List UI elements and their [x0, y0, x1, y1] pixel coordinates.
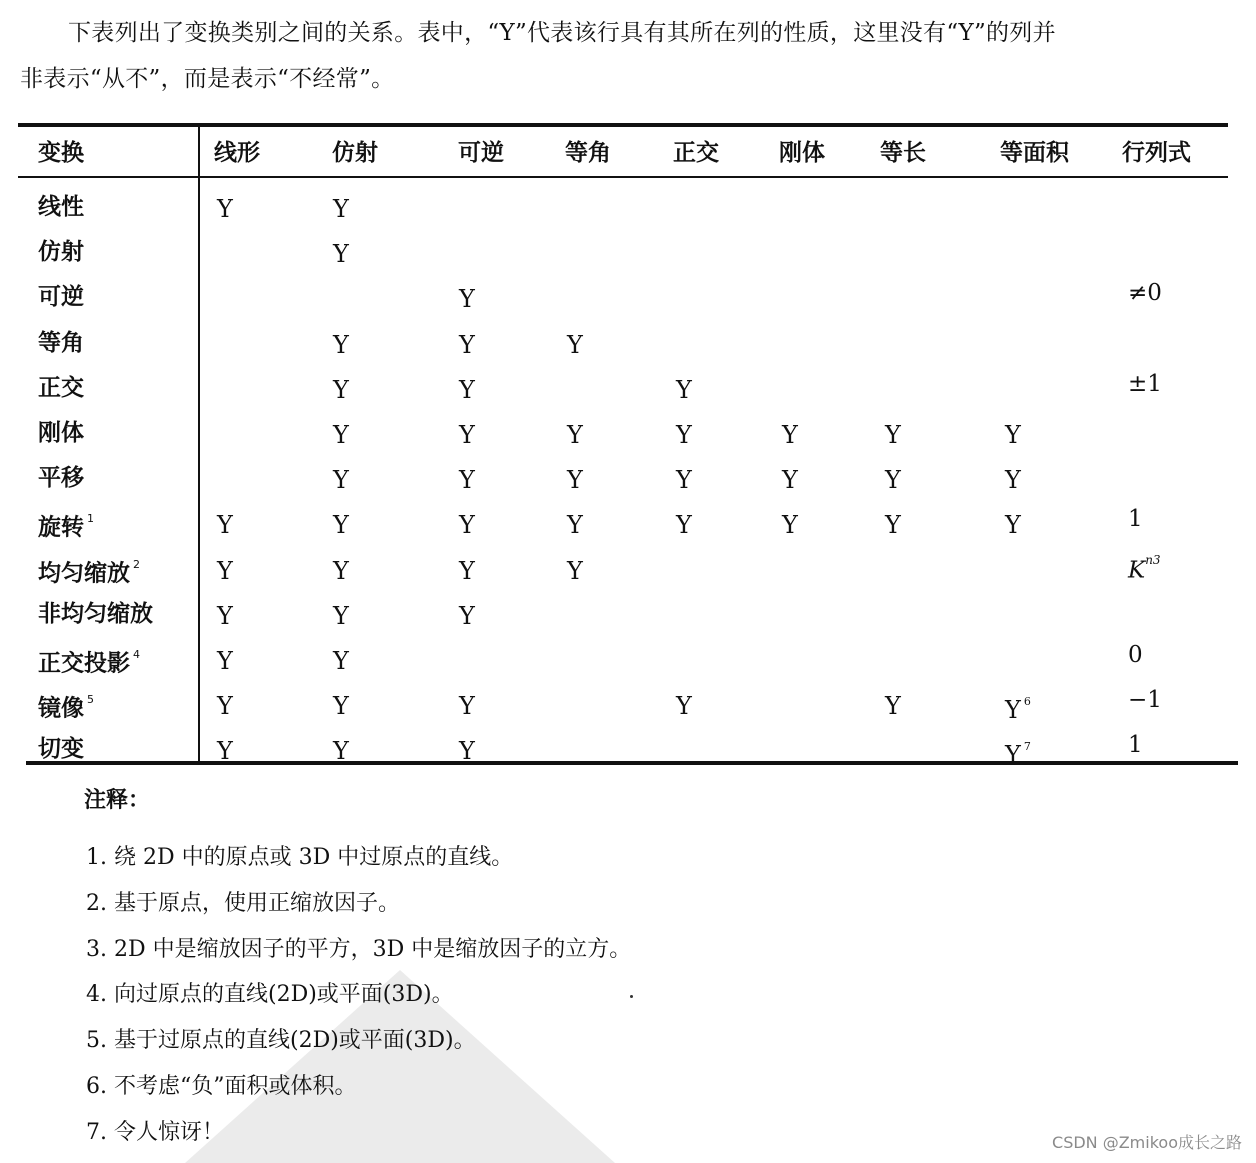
table-cell-y: [1005, 465, 1021, 495]
row-label-text: 仿射: [38, 239, 84, 265]
cell-value: Y: [333, 195, 349, 223]
cell-value: Y: [1005, 511, 1021, 539]
table-cell-y: [885, 465, 901, 495]
table-cell-y: [217, 194, 233, 224]
table-cell-y: [459, 691, 475, 721]
row-label-text: 均匀缩放: [38, 560, 130, 587]
cell-value: Y: [567, 557, 583, 585]
table-cell-y: [333, 646, 349, 676]
table-cell-y: [333, 556, 349, 586]
cell-value: Y: [459, 511, 475, 539]
cell-value: Y: [333, 737, 349, 765]
cell-value: Y: [782, 511, 798, 539]
cell-value: Y: [676, 511, 692, 539]
cell-value: Y: [1005, 421, 1021, 449]
column-header: 行列式: [1122, 140, 1191, 166]
table-cell-y: [459, 375, 475, 405]
table-cell-y: [676, 465, 692, 495]
table-cell-y: [1005, 736, 1031, 770]
cell-value: Y: [567, 466, 583, 494]
scan-speck: [630, 995, 633, 998]
cell-value: Y: [459, 421, 475, 449]
column-header: 变换: [38, 140, 84, 166]
cell-value: Y: [1005, 696, 1021, 724]
table-cell-y: [333, 420, 349, 450]
footnote-marker: 1: [87, 512, 94, 525]
cell-value: Y: [217, 511, 233, 539]
row-label-text: 平移: [38, 465, 84, 491]
row-label-text: 线性: [38, 194, 84, 220]
table-cell-y: [333, 736, 349, 766]
row-label: [38, 689, 94, 724]
row-label-text: 切变: [38, 736, 84, 762]
cell-value: Y: [885, 511, 901, 539]
cell-value: Y: [1005, 741, 1021, 769]
cell-value: Y: [676, 692, 692, 720]
determinant-text: 0: [1128, 642, 1143, 668]
row-label: [38, 418, 84, 448]
table-cell-y: [217, 510, 233, 540]
cell-value: Y: [333, 602, 349, 630]
footnote-marker: 6: [1023, 695, 1031, 708]
row-label: [38, 734, 84, 764]
table-cell-y: [567, 330, 583, 360]
cell-value: Y: [1005, 466, 1021, 494]
column-header: 线形: [214, 140, 260, 166]
cell-value: Y: [459, 557, 475, 585]
cell-value: Y: [333, 466, 349, 494]
table-cell-y: [459, 284, 475, 314]
column-header: 可逆: [458, 140, 504, 166]
row-label-text: 非均匀缩放: [38, 601, 153, 627]
table-cell-y: [567, 556, 583, 586]
note-item: 6. 不考虑“负”面积或体积。: [86, 1074, 357, 1099]
cell-value: Y: [676, 466, 692, 494]
row-label-text: 正交投影: [38, 650, 130, 677]
table-cell-y: [676, 510, 692, 540]
table-cell-y: [217, 736, 233, 766]
table-cell-y: [676, 420, 692, 450]
row-label-text: 旋转: [38, 514, 84, 541]
row-label-text: 正交: [38, 375, 84, 401]
notes-title: 注释：: [84, 788, 151, 813]
determinant-value: [1128, 278, 1162, 308]
table-cell-y: [567, 510, 583, 540]
note-item: 1. 绕 2D 中的原点或 3D 中过原点的直线。: [86, 845, 514, 870]
column-header: 等面积: [1000, 140, 1069, 166]
cell-value: Y: [459, 466, 475, 494]
cell-value: Y: [217, 737, 233, 765]
cell-value: Y: [217, 647, 233, 675]
column-header: 刚体: [779, 140, 825, 166]
cell-value: Y: [333, 647, 349, 675]
intro-paragraph: [20, 10, 1235, 102]
table-cell-y: [885, 420, 901, 450]
cell-value: Y: [217, 195, 233, 223]
determinant-text: −1: [1128, 687, 1162, 713]
cell-value: Y: [217, 602, 233, 630]
cell-value: Y: [567, 331, 583, 359]
table-cell-y: [676, 691, 692, 721]
row-label-text: 可逆: [38, 284, 84, 310]
table-cell-y: [217, 691, 233, 721]
note-item: 5. 基于过原点的直线(2D)或平面(3D)。: [86, 1028, 476, 1053]
row-label-text: 镜像: [38, 695, 84, 722]
table-cell-y: [459, 330, 475, 360]
determinant-text: 1: [1128, 506, 1143, 532]
intro-line-2: 非表示“从不”，而是表示“不经常”。: [20, 66, 395, 92]
table-cell-y: [1005, 510, 1021, 540]
cell-value: Y: [333, 240, 349, 268]
table-cell-y: [885, 510, 901, 540]
cell-value: Y: [885, 692, 901, 720]
determinant-value: [1128, 504, 1143, 534]
note-item: 2. 基于原点，使用正缩放因子。: [86, 891, 400, 916]
row-label: [38, 599, 153, 629]
table-cell-y: [885, 691, 901, 721]
cell-value: Y: [459, 602, 475, 630]
row-label: [38, 237, 84, 267]
cell-value: Y: [333, 421, 349, 449]
determinant-value: [1128, 369, 1162, 399]
cell-value: Y: [459, 376, 475, 404]
table-cell-y: [459, 601, 475, 631]
note-item: 3. 2D 中是缩放因子的平方，3D 中是缩放因子的立方。: [86, 937, 632, 962]
table-cell-y: [782, 465, 798, 495]
column-header: 仿射: [332, 140, 378, 166]
determinant-value: [1128, 550, 1161, 586]
column-header: 等角: [565, 140, 611, 166]
determinant-text: K: [1128, 557, 1146, 584]
table-cell-y: [782, 510, 798, 540]
row-label-text: 刚体: [38, 420, 84, 446]
table-cell-y: [333, 375, 349, 405]
cell-value: Y: [567, 511, 583, 539]
table-column-divider: [198, 127, 200, 763]
row-label: [38, 373, 84, 403]
footnote-marker: 7: [1023, 740, 1031, 753]
table-cell-y: [567, 465, 583, 495]
cell-value: Y: [676, 376, 692, 404]
table-cell-y: [333, 465, 349, 495]
table-cell-y: [333, 691, 349, 721]
cell-value: Y: [459, 285, 475, 313]
table-cell-y: [459, 420, 475, 450]
cell-value: Y: [885, 466, 901, 494]
determinant-value: [1128, 685, 1162, 715]
column-header: 等长: [880, 140, 926, 166]
table-cell-y: [459, 510, 475, 540]
table-cell-y: [782, 420, 798, 450]
note-item: 4. 向过原点的直线(2D)或平面(3D)。: [86, 982, 454, 1007]
determinant-value: [1128, 730, 1143, 760]
cell-value: Y: [333, 376, 349, 404]
table-cell-y: [567, 420, 583, 450]
table-cell-y: [217, 601, 233, 631]
footnote-marker: 2: [133, 558, 140, 571]
cell-value: Y: [459, 331, 475, 359]
table-cell-y: [1005, 691, 1031, 725]
note-item: 7. 令人惊讶！: [86, 1120, 224, 1145]
table-cell-y: [333, 330, 349, 360]
csdn-credit: CSDN @Zmikoo成长之路: [1052, 1133, 1242, 1152]
table-cell-y: [676, 375, 692, 405]
footnote-marker: 4: [133, 648, 140, 661]
intro-line-1: 下表列出了变换类别之间的关系。表中，“Y”代表该行具有其所在列的性质，这里没有“Y”的列并: [68, 20, 1056, 46]
cell-value: Y: [217, 557, 233, 585]
table-cell-y: [333, 194, 349, 224]
row-label: [38, 282, 84, 312]
determinant-text: ±1: [1128, 371, 1162, 397]
cell-value: Y: [782, 466, 798, 494]
table-cell-y: [333, 601, 349, 631]
table-cell-y: [333, 510, 349, 540]
cell-value: Y: [676, 421, 692, 449]
cell-value: Y: [885, 421, 901, 449]
table-cell-y: [459, 736, 475, 766]
determinant-text: ≠0: [1128, 280, 1162, 306]
footnote-marker: 5: [87, 693, 94, 706]
cell-value: Y: [217, 692, 233, 720]
row-label: [38, 328, 84, 358]
row-label: [38, 644, 140, 679]
table-bottom-rule: [26, 761, 1238, 765]
column-header: 正交: [673, 140, 719, 166]
row-label: [38, 508, 94, 543]
table-cell-y: [459, 465, 475, 495]
row-label: [38, 463, 84, 493]
cell-value: Y: [459, 737, 475, 765]
cell-value: Y: [567, 421, 583, 449]
cell-value: Y: [333, 511, 349, 539]
cell-value: Y: [333, 692, 349, 720]
table-cell-y: [1005, 420, 1021, 450]
row-label: [38, 554, 140, 589]
cell-value: Y: [459, 692, 475, 720]
determinant-exponent: n3: [1145, 553, 1161, 567]
cell-value: Y: [333, 331, 349, 359]
determinant-value: [1128, 640, 1143, 670]
cell-value: Y: [782, 421, 798, 449]
table-cell-y: [217, 556, 233, 586]
determinant-text: 1: [1128, 732, 1143, 758]
table-cell-y: [217, 646, 233, 676]
row-label: [38, 192, 84, 222]
table-cell-y: [459, 556, 475, 586]
table-cell-y: [333, 239, 349, 269]
cell-value: Y: [333, 557, 349, 585]
row-label-text: 等角: [38, 330, 84, 356]
